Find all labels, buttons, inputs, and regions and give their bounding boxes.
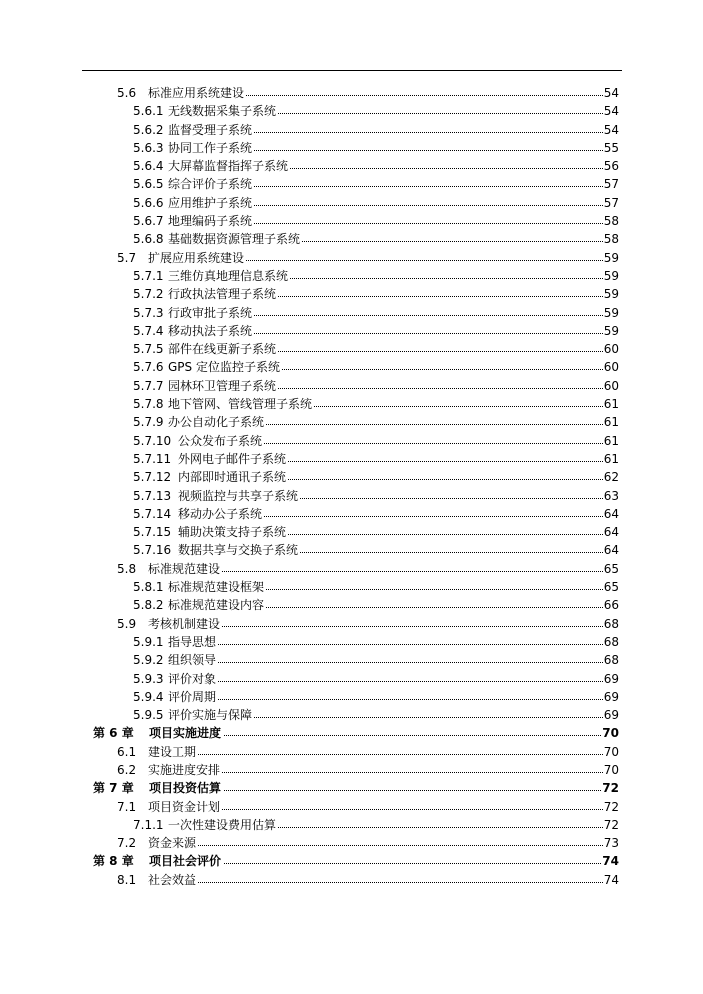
toc-entry-title: 评价对象 bbox=[168, 670, 218, 688]
toc-entry-page: 61 bbox=[603, 450, 619, 468]
toc-entry[interactable] bbox=[0, 871, 703, 889]
toc-entry[interactable] bbox=[0, 779, 703, 797]
toc-entry-page: 54 bbox=[603, 102, 619, 120]
toc-entry-title: 指导思想 bbox=[168, 633, 218, 651]
toc-entry-title: 综合评价子系统 bbox=[168, 175, 254, 193]
toc-entry[interactable] bbox=[0, 395, 703, 413]
toc-entry[interactable] bbox=[0, 285, 703, 303]
toc-entry-number: 5.6.8 bbox=[133, 230, 164, 248]
toc-entry-title: 部件在线更新子系统 bbox=[168, 340, 278, 358]
toc-entry[interactable] bbox=[0, 505, 703, 523]
toc-entry[interactable] bbox=[0, 560, 703, 578]
toc-entry[interactable] bbox=[0, 340, 703, 358]
toc-entry-page: 59 bbox=[603, 304, 619, 322]
toc-entry-title: 行政审批子系统 bbox=[168, 304, 254, 322]
toc-dot-leader bbox=[168, 644, 603, 645]
toc-entry-title: 基础数据资源管理子系统 bbox=[168, 230, 302, 248]
toc-entry-page: 69 bbox=[603, 706, 619, 724]
toc-entry[interactable] bbox=[0, 413, 703, 431]
toc-entry-title: 项目投资估算 bbox=[149, 779, 223, 797]
toc-entry-number: 5.7.6 bbox=[133, 358, 164, 376]
toc-entry-page: 74 bbox=[601, 852, 619, 870]
toc-entry-title: 资金来源 bbox=[148, 834, 198, 852]
toc-dot-leader bbox=[168, 699, 603, 700]
header-rule bbox=[82, 70, 622, 71]
toc-entry-title: 标准规范建设内容 bbox=[168, 596, 266, 614]
toc-entry[interactable] bbox=[0, 615, 703, 633]
toc-entry[interactable] bbox=[0, 706, 703, 724]
toc-entry-number: 5.6.1 bbox=[133, 102, 164, 120]
toc-entry-page: 54 bbox=[603, 121, 619, 139]
toc-dot-leader bbox=[148, 754, 603, 755]
toc-entry-page: 65 bbox=[603, 560, 619, 578]
toc-entry-page: 54 bbox=[603, 84, 619, 102]
toc-entry[interactable] bbox=[0, 322, 703, 340]
toc-entry[interactable] bbox=[0, 761, 703, 779]
toc-dot-leader bbox=[168, 662, 603, 663]
toc-entry-page: 64 bbox=[603, 505, 619, 523]
toc-entry[interactable] bbox=[0, 249, 703, 267]
toc-entry-number: 5.6.7 bbox=[133, 212, 164, 230]
toc-entry-title: 辅助决策支持子系统 bbox=[178, 523, 288, 541]
toc-entry-number: 6.1 bbox=[117, 743, 136, 761]
toc-entry-page: 57 bbox=[603, 194, 619, 212]
toc-entry-number: 5.7.13 bbox=[133, 487, 171, 505]
toc-entry-number: 5.9.5 bbox=[133, 706, 164, 724]
toc-entry[interactable] bbox=[0, 523, 703, 541]
toc-entry-title: 大屏幕监督指挥子系统 bbox=[168, 157, 290, 175]
toc-entry-number: 5.7.2 bbox=[133, 285, 164, 303]
toc-entry-title: 视频监控与共享子系统 bbox=[178, 487, 300, 505]
toc-entry-number: 5.9.3 bbox=[133, 670, 164, 688]
toc-entry-number: 第 6 章 bbox=[93, 724, 134, 742]
toc-entry[interactable] bbox=[0, 358, 703, 376]
toc-entry[interactable] bbox=[0, 798, 703, 816]
toc-entry[interactable] bbox=[0, 194, 703, 212]
toc-entry-number: 5.9.4 bbox=[133, 688, 164, 706]
toc-entry-page: 64 bbox=[603, 541, 619, 559]
toc-entry-number: 5.6.2 bbox=[133, 121, 164, 139]
toc-entry-number: 第 8 章 bbox=[93, 852, 134, 870]
toc-entry-number: 5.7.16 bbox=[133, 541, 171, 559]
toc-entry-page: 59 bbox=[603, 267, 619, 285]
toc-entry-title: 行政执法管理子系统 bbox=[168, 285, 278, 303]
toc-entry-title: 建设工期 bbox=[148, 743, 198, 761]
toc-entry-number: 5.7.3 bbox=[133, 304, 164, 322]
toc-entry[interactable] bbox=[0, 633, 703, 651]
toc-entry-title: 地理编码子系统 bbox=[168, 212, 254, 230]
toc-dot-leader bbox=[148, 845, 603, 846]
toc-entry-title: 办公自动化子系统 bbox=[168, 413, 266, 431]
toc-entry-number: 5.6 bbox=[117, 84, 136, 102]
toc-entry-title: 一次性建设费用估算 bbox=[168, 816, 278, 834]
toc-entry-title: 考核机制建设 bbox=[148, 615, 222, 633]
toc-entry-number: 5.7.9 bbox=[133, 413, 164, 431]
toc-entry-number: 7.1.1 bbox=[133, 816, 164, 834]
toc-entry[interactable] bbox=[0, 688, 703, 706]
toc-entry[interactable] bbox=[0, 157, 703, 175]
toc-entry-title: 无线数据采集子系统 bbox=[168, 102, 278, 120]
toc-entry-title: GPS 定位监控子系统 bbox=[168, 358, 282, 376]
toc-entry[interactable] bbox=[0, 121, 703, 139]
toc-entry-page: 58 bbox=[603, 212, 619, 230]
toc-entry[interactable] bbox=[0, 102, 703, 120]
toc-entry-number: 5.7.12 bbox=[133, 468, 171, 486]
toc-entry[interactable] bbox=[0, 743, 703, 761]
toc-entry-page: 62 bbox=[603, 468, 619, 486]
toc-entry-number: 第 7 章 bbox=[93, 779, 134, 797]
toc-entry-title: 扩展应用系统建设 bbox=[148, 249, 246, 267]
toc-entry-page: 61 bbox=[603, 395, 619, 413]
toc-entry-number: 5.9 bbox=[117, 615, 136, 633]
toc-entry-number: 5.6.5 bbox=[133, 175, 164, 193]
toc-entry[interactable] bbox=[0, 541, 703, 559]
toc-entry-title: 应用维护子系统 bbox=[168, 194, 254, 212]
toc-entry-page: 68 bbox=[603, 615, 619, 633]
toc-entry-page: 69 bbox=[603, 688, 619, 706]
toc-entry[interactable] bbox=[0, 175, 703, 193]
toc-entry-number: 5.6.4 bbox=[133, 157, 164, 175]
toc-entry[interactable] bbox=[0, 487, 703, 505]
toc-entry-page: 73 bbox=[603, 834, 619, 852]
toc-entry-title: 三维仿真地理信息系统 bbox=[168, 267, 290, 285]
toc-dot-leader bbox=[148, 882, 603, 883]
toc-entry[interactable] bbox=[0, 432, 703, 450]
table-of-contents bbox=[0, 84, 703, 889]
toc-entry-page: 58 bbox=[603, 230, 619, 248]
toc-entry-page: 59 bbox=[603, 285, 619, 303]
toc-entry-number: 5.8.1 bbox=[133, 578, 164, 596]
toc-entry-title: 移动执法子系统 bbox=[168, 322, 254, 340]
toc-entry-page: 63 bbox=[603, 487, 619, 505]
toc-entry-page: 59 bbox=[603, 249, 619, 267]
toc-entry-title: 地下管网、管线管理子系统 bbox=[168, 395, 314, 413]
toc-entry-title: 数据共享与交换子系统 bbox=[178, 541, 300, 559]
toc-entry[interactable] bbox=[0, 304, 703, 322]
toc-entry[interactable] bbox=[0, 651, 703, 669]
toc-entry-page: 57 bbox=[603, 175, 619, 193]
toc-entry-number: 5.7.8 bbox=[133, 395, 164, 413]
toc-entry-title: 标准规范建设框架 bbox=[168, 578, 266, 596]
toc-entry-title: 公众发布子系统 bbox=[178, 432, 264, 450]
toc-entry-title: 实施进度安排 bbox=[148, 761, 222, 779]
toc-entry-number: 8.1 bbox=[117, 871, 136, 889]
toc-entry-number: 5.7.7 bbox=[133, 377, 164, 395]
toc-entry[interactable] bbox=[0, 139, 703, 157]
toc-entry-page: 55 bbox=[603, 139, 619, 157]
toc-entry-title: 项目实施进度 bbox=[149, 724, 223, 742]
toc-entry-number: 6.2 bbox=[117, 761, 136, 779]
toc-entry-title: 园林环卫管理子系统 bbox=[168, 377, 278, 395]
toc-entry-page: 65 bbox=[603, 578, 619, 596]
toc-entry-number: 5.7.4 bbox=[133, 322, 164, 340]
toc-entry-number: 5.7.14 bbox=[133, 505, 171, 523]
toc-entry-number: 5.7 bbox=[117, 249, 136, 267]
toc-entry[interactable] bbox=[0, 267, 703, 285]
toc-entry[interactable] bbox=[0, 212, 703, 230]
toc-entry[interactable] bbox=[0, 834, 703, 852]
toc-entry-page: 68 bbox=[603, 651, 619, 669]
toc-entry-number: 5.7.11 bbox=[133, 450, 171, 468]
toc-entry-page: 70 bbox=[603, 743, 619, 761]
toc-entry-title: 社会效益 bbox=[148, 871, 198, 889]
toc-entry-page: 60 bbox=[603, 377, 619, 395]
toc-entry-number: 7.2 bbox=[117, 834, 136, 852]
toc-entry-number: 5.7.15 bbox=[133, 523, 171, 541]
toc-entry-title: 外网电子邮件子系统 bbox=[178, 450, 288, 468]
toc-entry-page: 64 bbox=[603, 523, 619, 541]
toc-entry-number: 5.6.3 bbox=[133, 139, 164, 157]
toc-entry[interactable] bbox=[0, 670, 703, 688]
toc-entry[interactable] bbox=[0, 578, 703, 596]
toc-entry-title: 项目社会评价 bbox=[149, 852, 223, 870]
toc-entry-title: 评价周期 bbox=[168, 688, 218, 706]
toc-entry-page: 72 bbox=[601, 779, 619, 797]
toc-entry-page: 66 bbox=[603, 596, 619, 614]
toc-entry-title: 移动办公子系统 bbox=[178, 505, 264, 523]
toc-entry-title: 监督受理子系统 bbox=[168, 121, 254, 139]
toc-entry-page: 60 bbox=[603, 340, 619, 358]
toc-entry[interactable] bbox=[0, 468, 703, 486]
toc-entry-page: 59 bbox=[603, 322, 619, 340]
toc-entry-number: 5.8 bbox=[117, 560, 136, 578]
toc-entry-page: 70 bbox=[603, 761, 619, 779]
toc-entry-title: 项目资金计划 bbox=[148, 798, 222, 816]
toc-entry-page: 72 bbox=[603, 816, 619, 834]
toc-entry-number: 5.9.2 bbox=[133, 651, 164, 669]
toc-entry-page: 72 bbox=[603, 798, 619, 816]
toc-entry-number: 5.7.5 bbox=[133, 340, 164, 358]
toc-entry-number: 5.7.10 bbox=[133, 432, 171, 450]
toc-entry-title: 内部即时通讯子系统 bbox=[178, 468, 288, 486]
toc-entry-number: 5.6.6 bbox=[133, 194, 164, 212]
toc-entry-page: 61 bbox=[603, 413, 619, 431]
toc-entry-page: 60 bbox=[603, 358, 619, 376]
toc-entry[interactable] bbox=[0, 450, 703, 468]
toc-entry[interactable] bbox=[0, 84, 703, 102]
toc-entry[interactable] bbox=[0, 230, 703, 248]
toc-entry-page: 70 bbox=[601, 724, 619, 742]
toc-entry-title: 评价实施与保障 bbox=[168, 706, 254, 724]
toc-entry[interactable] bbox=[0, 724, 703, 742]
toc-entry-page: 74 bbox=[603, 871, 619, 889]
toc-entry-number: 7.1 bbox=[117, 798, 136, 816]
toc-entry-title: 组织领导 bbox=[168, 651, 218, 669]
toc-entry-page: 68 bbox=[603, 633, 619, 651]
toc-entry-number: 5.7.1 bbox=[133, 267, 164, 285]
toc-entry-number: 5.8.2 bbox=[133, 596, 164, 614]
toc-entry-title: 标准应用系统建设 bbox=[148, 84, 246, 102]
toc-entry-page: 56 bbox=[603, 157, 619, 175]
toc-entry[interactable] bbox=[0, 377, 703, 395]
toc-entry-title: 协同工作子系统 bbox=[168, 139, 254, 157]
toc-entry-number: 5.9.1 bbox=[133, 633, 164, 651]
toc-entry[interactable] bbox=[0, 852, 703, 870]
toc-dot-leader bbox=[168, 681, 603, 682]
toc-entry-page: 61 bbox=[603, 432, 619, 450]
toc-entry[interactable] bbox=[0, 816, 703, 834]
toc-entry-page: 69 bbox=[603, 670, 619, 688]
toc-entry[interactable] bbox=[0, 596, 703, 614]
toc-entry-title: 标准规范建设 bbox=[148, 560, 222, 578]
